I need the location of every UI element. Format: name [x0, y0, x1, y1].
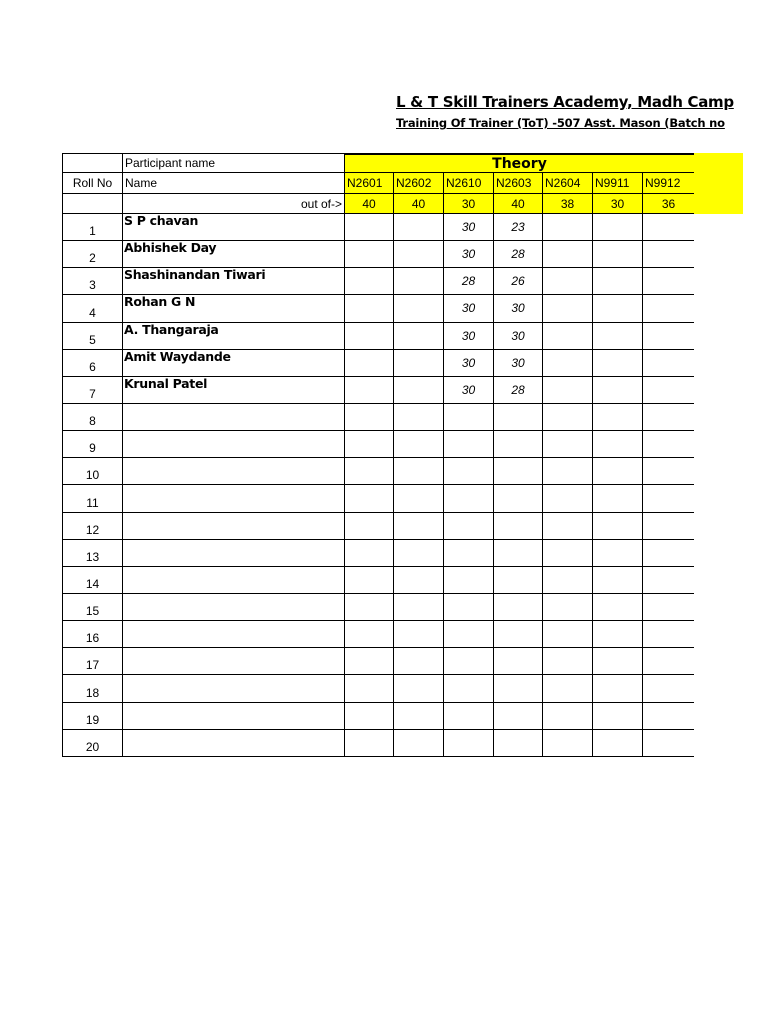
mark-cell[interactable]	[494, 648, 543, 675]
mark-cell[interactable]	[394, 485, 444, 512]
roll-no-header[interactable]: Roll No	[62, 173, 123, 194]
max-marks[interactable]: 40	[345, 194, 394, 214]
mark-cell[interactable]	[643, 540, 694, 567]
participant-name-cell[interactable]	[123, 567, 345, 594]
mark-cell[interactable]	[345, 485, 394, 512]
mark-cell[interactable]: 30	[444, 350, 494, 377]
mark-cell[interactable]	[593, 241, 643, 268]
mark-cell[interactable]	[593, 567, 643, 594]
mark-cell[interactable]	[494, 594, 543, 621]
mark-cell[interactable]	[643, 323, 694, 350]
mark-cell[interactable]	[593, 214, 643, 241]
roll-number-cell[interactable]: 15	[62, 594, 123, 621]
participant-name-cell[interactable]: Abhishek Day	[123, 241, 345, 268]
max-marks[interactable]: 36	[643, 194, 694, 214]
sheet-subtitle: Training Of Trainer (ToT) -507 Asst. Mason (Batch no	[396, 116, 725, 130]
mark-cell[interactable]	[494, 567, 543, 594]
mark-cell[interactable]	[494, 730, 543, 757]
mark-cell[interactable]	[345, 431, 394, 458]
mark-cell[interactable]	[543, 567, 593, 594]
mark-cell[interactable]	[394, 241, 444, 268]
mark-cell[interactable]	[444, 621, 494, 648]
roll-number-cell[interactable]: 6	[62, 350, 123, 377]
mark-cell[interactable]	[494, 540, 543, 567]
roll-number-cell[interactable]: 20	[62, 730, 123, 757]
mark-cell[interactable]	[345, 648, 394, 675]
max-marks[interactable]: 40	[394, 194, 444, 214]
mark-cell[interactable]	[593, 377, 643, 404]
participant-name-cell[interactable]	[123, 458, 345, 485]
participant-name-cell[interactable]	[123, 513, 345, 540]
mark-cell[interactable]	[394, 540, 444, 567]
mark-cell[interactable]	[394, 730, 444, 757]
mark-cell[interactable]: 30	[444, 295, 494, 322]
mark-cell[interactable]	[345, 268, 394, 295]
roll-number-cell[interactable]: 7	[62, 377, 123, 404]
mark-cell[interactable]	[593, 268, 643, 295]
mark-cell[interactable]	[543, 404, 593, 431]
mark-cell[interactable]: 28	[444, 268, 494, 295]
roll-number-cell[interactable]: 19	[62, 703, 123, 730]
roll-number-cell[interactable]: 12	[62, 513, 123, 540]
module-code[interactable]: N2603	[494, 173, 543, 194]
mark-cell[interactable]	[394, 404, 444, 431]
participant-name-cell[interactable]	[123, 485, 345, 512]
mark-cell[interactable]	[543, 730, 593, 757]
mark-cell[interactable]	[345, 241, 394, 268]
participant-name-cell[interactable]	[123, 404, 345, 431]
mark-cell[interactable]	[394, 377, 444, 404]
mark-cell[interactable]	[543, 703, 593, 730]
participant-name-cell[interactable]	[123, 621, 345, 648]
participant-name-cell[interactable]: A. Thangaraja	[123, 323, 345, 350]
participant-name-cell[interactable]	[123, 648, 345, 675]
mark-cell[interactable]	[394, 513, 444, 540]
roll-number-cell[interactable]: 9	[62, 431, 123, 458]
mark-cell[interactable]	[345, 458, 394, 485]
mark-cell[interactable]	[394, 295, 444, 322]
mark-cell[interactable]	[593, 513, 643, 540]
cell-blank[interactable]	[62, 194, 123, 214]
mark-cell[interactable]	[394, 350, 444, 377]
name-header[interactable]: Name	[123, 173, 345, 194]
mark-cell[interactable]	[593, 323, 643, 350]
mark-cell[interactable]	[543, 458, 593, 485]
mark-cell[interactable]	[593, 730, 643, 757]
mark-cell[interactable]	[394, 268, 444, 295]
sheet-title: L & T Skill Trainers Academy, Madh Camp	[396, 93, 734, 111]
mark-cell[interactable]	[394, 323, 444, 350]
participant-name-cell[interactable]: Krunal Patel	[123, 377, 345, 404]
mark-cell[interactable]	[543, 350, 593, 377]
mark-cell[interactable]	[345, 621, 394, 648]
mark-cell[interactable]	[543, 268, 593, 295]
module-code[interactable]: N2602	[394, 173, 444, 194]
mark-cell[interactable]	[444, 513, 494, 540]
roll-number-cell[interactable]: 4	[62, 295, 123, 322]
mark-cell[interactable]	[394, 621, 444, 648]
roll-number-cell[interactable]: 13	[62, 540, 123, 567]
mark-cell[interactable]	[643, 377, 694, 404]
mark-cell[interactable]	[593, 621, 643, 648]
mark-cell[interactable]	[345, 323, 394, 350]
mark-cell[interactable]	[494, 458, 543, 485]
roll-number-cell[interactable]: 3	[62, 268, 123, 295]
mark-cell[interactable]	[543, 648, 593, 675]
mark-cell[interactable]	[494, 675, 543, 702]
mark-cell[interactable]	[494, 621, 543, 648]
mark-cell[interactable]	[394, 594, 444, 621]
mark-cell[interactable]	[444, 567, 494, 594]
mark-cell[interactable]	[345, 404, 394, 431]
mark-cell[interactable]: 30	[444, 377, 494, 404]
roll-number-cell[interactable]: 2	[62, 241, 123, 268]
mark-cell[interactable]	[543, 431, 593, 458]
max-marks[interactable]: 40	[494, 194, 543, 214]
mark-cell[interactable]	[494, 703, 543, 730]
mark-cell[interactable]	[444, 458, 494, 485]
participant-name-cell[interactable]: S P chavan	[123, 214, 345, 241]
mark-cell[interactable]	[643, 458, 694, 485]
mark-cell[interactable]	[593, 350, 643, 377]
mark-cell[interactable]	[444, 485, 494, 512]
mark-cell[interactable]	[345, 295, 394, 322]
mark-cell[interactable]	[643, 268, 694, 295]
theory-header[interactable]: Theory	[345, 153, 694, 173]
mark-cell[interactable]	[543, 594, 593, 621]
mark-cell[interactable]	[593, 703, 643, 730]
mark-cell[interactable]	[494, 485, 543, 512]
mark-cell[interactable]	[394, 458, 444, 485]
mark-cell[interactable]	[444, 540, 494, 567]
mark-cell[interactable]	[643, 513, 694, 540]
mark-cell[interactable]	[643, 431, 694, 458]
mark-cell[interactable]	[593, 295, 643, 322]
mark-cell[interactable]	[593, 594, 643, 621]
mark-cell[interactable]	[394, 567, 444, 594]
mark-cell[interactable]	[643, 214, 694, 241]
mark-cell[interactable]	[643, 241, 694, 268]
mark-cell[interactable]	[643, 485, 694, 512]
mark-cell[interactable]	[394, 675, 444, 702]
mark-cell[interactable]: 30	[494, 350, 543, 377]
mark-cell[interactable]	[543, 513, 593, 540]
roll-number-cell[interactable]: 16	[62, 621, 123, 648]
mark-cell[interactable]	[543, 214, 593, 241]
mark-cell[interactable]: 30	[444, 214, 494, 241]
mark-cell[interactable]	[345, 513, 394, 540]
mark-cell[interactable]	[543, 675, 593, 702]
roll-number-cell[interactable]: 5	[62, 323, 123, 350]
mark-cell[interactable]	[643, 648, 694, 675]
participant-name-cell[interactable]	[123, 675, 345, 702]
mark-cell[interactable]	[345, 567, 394, 594]
mark-cell[interactable]	[345, 594, 394, 621]
module-code[interactable]: N2604	[543, 173, 593, 194]
mark-cell[interactable]: 30	[444, 323, 494, 350]
mark-cell[interactable]	[543, 323, 593, 350]
mark-cell[interactable]	[345, 703, 394, 730]
mark-cell[interactable]	[345, 675, 394, 702]
mark-cell[interactable]	[643, 594, 694, 621]
participant-name-cell[interactable]	[123, 540, 345, 567]
mark-cell[interactable]	[543, 241, 593, 268]
participant-name-cell[interactable]: Shashinandan Tiwari	[123, 268, 345, 295]
mark-cell[interactable]	[345, 540, 394, 567]
mark-cell[interactable]	[444, 675, 494, 702]
mark-cell[interactable]	[643, 730, 694, 757]
mark-cell[interactable]	[593, 648, 643, 675]
mark-cell[interactable]	[543, 485, 593, 512]
out-of-label[interactable]: out of->	[123, 194, 345, 214]
mark-cell[interactable]	[494, 404, 543, 431]
roll-number-cell[interactable]: 11	[62, 485, 123, 512]
mark-cell[interactable]	[593, 485, 643, 512]
max-marks[interactable]: 30	[444, 194, 494, 214]
mark-cell[interactable]: 30	[494, 323, 543, 350]
mark-cell[interactable]: 28	[494, 377, 543, 404]
mark-cell[interactable]	[643, 675, 694, 702]
participant-name-label[interactable]: Participant name	[123, 153, 345, 173]
participant-name-cell[interactable]: Rohan G N	[123, 295, 345, 322]
module-code[interactable]: N2610	[444, 173, 494, 194]
module-code[interactable]: N2601	[345, 173, 394, 194]
mark-cell[interactable]	[593, 675, 643, 702]
mark-cell[interactable]	[643, 621, 694, 648]
mark-cell[interactable]	[394, 703, 444, 730]
mark-cell[interactable]	[345, 214, 394, 241]
mark-cell[interactable]	[643, 295, 694, 322]
module-code[interactable]: N9912	[643, 173, 694, 194]
mark-cell[interactable]	[593, 431, 643, 458]
mark-cell[interactable]: 30	[444, 241, 494, 268]
mark-cell[interactable]: 30	[494, 295, 543, 322]
mark-cell[interactable]	[643, 350, 694, 377]
mark-cell[interactable]	[593, 458, 643, 485]
mark-cell[interactable]	[444, 648, 494, 675]
mark-cell[interactable]	[494, 513, 543, 540]
mark-cell[interactable]	[444, 703, 494, 730]
mark-cell[interactable]: 23	[494, 214, 543, 241]
mark-cell[interactable]	[394, 431, 444, 458]
roll-number-cell[interactable]: 18	[62, 675, 123, 702]
roll-number-cell[interactable]: 1	[62, 214, 123, 241]
mark-cell[interactable]	[593, 540, 643, 567]
mark-cell[interactable]	[345, 377, 394, 404]
mark-cell[interactable]: 26	[494, 268, 543, 295]
mark-cell[interactable]	[444, 730, 494, 757]
roll-number-cell[interactable]: 17	[62, 648, 123, 675]
mark-cell[interactable]	[643, 703, 694, 730]
mark-cell[interactable]	[593, 404, 643, 431]
roll-number-cell[interactable]: 14	[62, 567, 123, 594]
participant-name-cell[interactable]	[123, 594, 345, 621]
mark-cell[interactable]	[494, 431, 543, 458]
cell-blank-top-left[interactable]	[62, 153, 123, 173]
mark-cell[interactable]	[444, 594, 494, 621]
participant-name-cell[interactable]	[123, 730, 345, 757]
participant-name-cell[interactable]	[123, 431, 345, 458]
mark-cell[interactable]	[444, 431, 494, 458]
mark-cell[interactable]	[543, 295, 593, 322]
mark-cell[interactable]	[345, 730, 394, 757]
mark-cell[interactable]	[643, 404, 694, 431]
mark-cell[interactable]	[345, 350, 394, 377]
marks-table	[62, 153, 694, 757]
mark-cell[interactable]	[543, 540, 593, 567]
max-marks[interactable]: 38	[543, 194, 593, 214]
highlight-overflow	[694, 153, 743, 214]
mark-cell[interactable]	[394, 214, 444, 241]
mark-cell[interactable]	[444, 404, 494, 431]
participant-name-cell[interactable]	[123, 703, 345, 730]
mark-cell[interactable]	[543, 377, 593, 404]
mark-cell[interactable]	[643, 567, 694, 594]
mark-cell[interactable]	[543, 621, 593, 648]
mark-cell[interactable]	[394, 648, 444, 675]
module-code[interactable]: N9911	[593, 173, 643, 194]
mark-cell[interactable]: 28	[494, 241, 543, 268]
max-marks[interactable]: 30	[593, 194, 643, 214]
roll-number-cell[interactable]: 10	[62, 458, 123, 485]
participant-name-cell[interactable]: Amit Waydande	[123, 350, 345, 377]
roll-number-cell[interactable]: 8	[62, 404, 123, 431]
